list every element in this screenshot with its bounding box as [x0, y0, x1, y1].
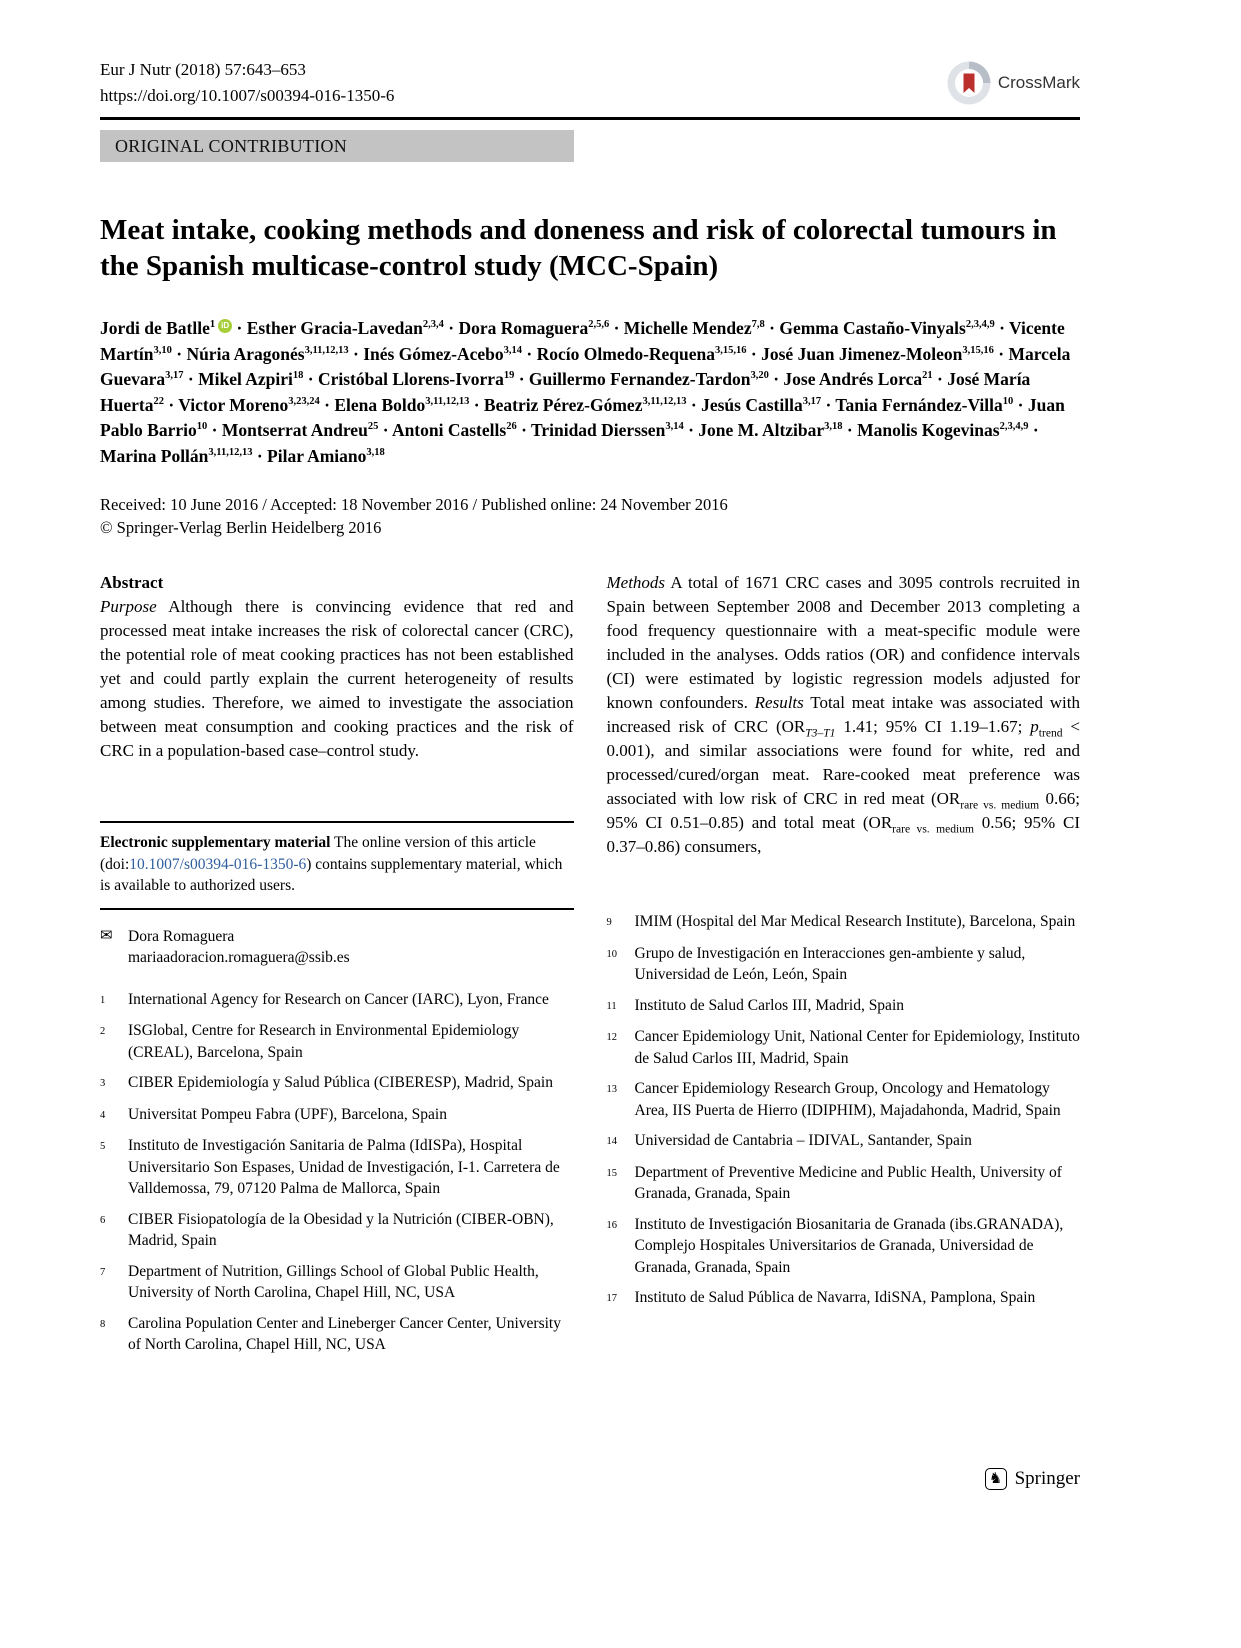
author-name: Dora Romaguera: [458, 318, 589, 338]
author-name: José Juan Jimenez-Moleon: [761, 343, 963, 364]
affiliation-number: 8: [100, 1318, 106, 1330]
affiliation-text: Cancer Epidemiology Research Group, Oncology and Hematology Area, IIS Puerta de Hierro (IDIPHIM), Majadahonda, Madrid, Spain: [634, 1080, 1061, 1119]
affiliation-number: 17: [606, 1293, 617, 1304]
author-affiliation-numbers: 2,5,6: [588, 319, 610, 331]
envelope-icon: ✉: [100, 927, 113, 944]
affiliation-text: Grupo de Investigación en Interacciones gen-ambiente y salud, Universidad de León, León, Spain: [634, 944, 1026, 983]
author-name: Tania Fernández-Villa: [835, 394, 1003, 415]
author-name: Marina Pollán: [100, 445, 209, 466]
author-name: Núria Aragonés: [186, 343, 305, 364]
author-separator: ·: [163, 394, 179, 415]
author-name: Gemma Castaño-Vinyals: [779, 318, 966, 338]
affiliation-item: [100, 1020, 574, 1063]
affiliation-text: Instituto de Salud Pública de Navarra, IdiSNA, Pamplona, Spain: [634, 1289, 1036, 1306]
supplementary-material-note: [100, 821, 574, 910]
left-column: [100, 571, 574, 1365]
text-segment: A total of 1671 CRC cases and 3095 controls recruited in Spain between September 2008 and December 2013 completing a food frequency questionnaire with a meat-specific module were included in the analyses. Odds ratios (OR) and confidence intervals (CI) were estimated by logistic regression models adjusted for known confounders.: [606, 573, 1080, 712]
affiliation-number: 6: [100, 1214, 106, 1226]
affiliation-number: 13: [606, 1084, 617, 1095]
author-affiliation-numbers: 3,23,24: [288, 395, 320, 407]
abstract-methods-results: [607, 571, 1081, 859]
affiliation-text: Instituto de Investigación Sanitaria de Palma (IdISPa), Hospital Universitario Son Espases, Unidad de Investigación, I-1. Carretera de Valldemossa, 79, 07120 Palma de Mallorca, Spain: [128, 1137, 560, 1197]
author-separator: ·: [522, 343, 537, 364]
author-affiliation-numbers: 3,15,16: [962, 344, 994, 356]
text-segment: Although there is convincing evidence that red and processed meat intake increases the risk of colorectal cancer (CRC), the potential role of meat cooking practices has not been established yet and could partly explain the current heterogeneity of results among studies. Therefore, we aimed to investigate the association between meat consumption and cooking practices and the risk of CRC in a population-based case–control study.: [100, 597, 574, 760]
text-segment: 0.66; 95% CI 0.51–0.85) and total meat (OR: [606, 789, 1080, 832]
affiliation-number: 1: [100, 994, 106, 1006]
affiliation-number: 11: [606, 1000, 617, 1012]
article-dates: [100, 493, 1080, 539]
author-separator: ·: [348, 343, 364, 364]
affiliation-item: [607, 1214, 1081, 1279]
affiliation-number: 9: [606, 917, 612, 928]
affiliation-number: 15: [606, 1167, 617, 1179]
text-segment: trend: [1038, 726, 1063, 740]
author-separator: ·: [516, 420, 531, 440]
author-name: Guillermo Fernandez-Tardon: [528, 369, 751, 389]
crossmark-icon: [947, 61, 991, 105]
author-separator: ·: [1028, 420, 1039, 440]
text-segment: ) contains supplementary material, which is available to authorized users.: [100, 855, 563, 894]
author-name: Marcela Guevara: [100, 343, 1071, 389]
text-segment: Electronic supplementary material: [100, 834, 331, 851]
correspondence-block: [100, 926, 574, 969]
author-name: Esther Gracia-Lavedan: [246, 318, 423, 338]
author-name: Jose Andrés Lorca: [783, 369, 923, 389]
author-separator: ·: [514, 369, 529, 389]
affiliation-item: [607, 943, 1081, 986]
affiliation-number: 4: [100, 1109, 106, 1121]
author-affiliation-numbers: 18: [292, 370, 304, 382]
inline-doi-link[interactable]: 10.1007/s00394-016-1350-6: [129, 855, 307, 873]
author-affiliation-numbers: 3,17: [165, 370, 184, 382]
affiliation-item: [607, 1287, 1081, 1310]
affiliation-text: Instituto de Salud Carlos III, Madrid, Spain: [634, 996, 904, 1014]
affiliation-item: [607, 1026, 1081, 1069]
author-affiliation-numbers: 3,11,12,13: [425, 395, 470, 407]
author-separator: ·: [319, 394, 335, 415]
author-separator: ·: [469, 394, 484, 415]
author-separator: ·: [609, 318, 624, 338]
author-affiliation-numbers: 26: [506, 421, 517, 433]
affiliation-text: ISGlobal, Centre for Research in Environmental Epidemiology (CREAL), Barcelona, Spain: [128, 1022, 520, 1061]
affiliation-item: [100, 1209, 574, 1252]
author-name: Montserrat Andreu: [221, 420, 368, 440]
author-name: Jordi de Batlle: [100, 318, 210, 338]
doi-link[interactable]: https://doi.org/10.1007/s00394-016-1350-6: [100, 86, 395, 105]
publisher-name: Springer: [1014, 1468, 1080, 1489]
author-affiliation-numbers: 3,18: [824, 421, 843, 433]
crossmark-label: CrossMark: [997, 72, 1080, 92]
text-segment: rare vs. medium: [892, 822, 974, 836]
affiliation-text: Universitat Pompeu Fabra (UPF), Barcelona, Spain: [128, 1105, 447, 1123]
affiliations-right: [607, 911, 1081, 1310]
author-list: [100, 316, 1080, 469]
affiliation-text: IMIM (Hospital del Mar Medical Research Institute), Barcelona, Spain: [634, 913, 1076, 930]
affiliation-text: Instituto de Investigación Biosanitaria de Granada (ibs.GRANADA), Complejo Hospitales Universitarios de Granada, Universidad de Granada, Granada, Spain: [634, 1215, 1064, 1276]
author-separator: ·: [746, 343, 762, 364]
author-separator: ·: [1013, 394, 1028, 415]
author-affiliation-numbers: 3,11,12,13: [304, 344, 349, 356]
affiliation-text: International Agency for Research on Cancer (IARC), Lyon, France: [128, 990, 549, 1008]
author-separator: ·: [303, 369, 318, 389]
affiliation-item: [100, 1261, 574, 1304]
author-affiliation-numbers: 2,3,4,9: [999, 421, 1029, 433]
publisher-logo: [985, 1468, 1080, 1490]
author-name: Elena Boldo: [334, 394, 426, 415]
author-separator: ·: [768, 369, 784, 389]
author-affiliation-numbers: 2,3,4: [422, 319, 444, 331]
corresponding-author-name: Dora Romaguera: [128, 927, 235, 945]
affiliation-number: 5: [100, 1141, 106, 1152]
text-segment: T3–T1: [805, 726, 836, 740]
author-affiliation-numbers: 3,18: [366, 446, 385, 458]
affiliation-item: [100, 1313, 574, 1356]
text-segment: rare vs. medium: [960, 798, 1040, 812]
correspondence-text: [128, 926, 350, 969]
author-affiliation-numbers: 3,17: [802, 395, 822, 407]
corresponding-author-email[interactable]: mariaadoracion.romaguera@ssib.es: [128, 949, 350, 966]
author-affiliation-numbers: 10: [196, 421, 208, 433]
author-affiliation-numbers: 1: [209, 319, 216, 331]
author-name: Juan Pablo Barrio: [100, 394, 1065, 440]
author-separator: ·: [993, 343, 1009, 364]
author-name: Manolis Kogevinas: [857, 420, 1000, 440]
text-segment: Purpose: [100, 597, 157, 616]
author-separator: ·: [171, 343, 187, 364]
author-name: Beatriz Pérez-Gómez: [483, 394, 643, 415]
author-name: Mikel Azpiri: [198, 369, 293, 389]
crossmark-badge[interactable]: [947, 61, 1080, 105]
author-name: José María Huerta: [100, 369, 1031, 415]
affiliation-item: [607, 995, 1081, 1018]
affiliation-item: [607, 911, 1081, 934]
author-name: Antoni Castells: [391, 420, 507, 440]
orcid-icon[interactable]: iD: [218, 319, 232, 333]
author-separator: ·: [443, 318, 459, 338]
author-separator: ·: [842, 420, 858, 440]
header-divider: [100, 117, 1080, 120]
author-affiliation-numbers: 19: [503, 370, 515, 382]
author-affiliation-numbers: 22: [153, 395, 164, 407]
author-affiliation-numbers: 3,10: [153, 344, 172, 356]
author-name: Cristóbal Llorens-Ivorra: [317, 369, 504, 389]
author-separator: ·: [378, 420, 392, 440]
author-separator: ·: [932, 369, 948, 389]
author-name: Pilar Amiano: [267, 445, 367, 466]
author-separator: ·: [821, 394, 836, 415]
right-column: [607, 571, 1081, 1365]
affiliation-number: 16: [606, 1219, 617, 1231]
affiliation-text: Department of Nutrition, Gillings School of Global Public Health, University of North Carolina, Chapel Hill, NC, USA: [128, 1262, 539, 1301]
affiliation-item: [100, 1135, 574, 1200]
affiliation-item: [100, 989, 574, 1012]
affiliation-text: Universidad de Cantabria – IDIVAL, Santander, Spain: [634, 1132, 972, 1149]
author-affiliation-numbers: 25: [367, 421, 379, 433]
journal-info: [100, 58, 394, 107]
text-segment: Results: [754, 693, 804, 712]
affiliation-text: Department of Preventive Medicine and Public Health, University of Granada, Granada, Spain: [634, 1163, 1062, 1202]
affiliation-text: CIBER Epidemiología y Salud Pública (CIBERESP), Madrid, Spain: [128, 1074, 553, 1091]
affiliation-number: 3: [100, 1078, 106, 1089]
author-name: Victor Moreno: [178, 394, 289, 415]
text-segment: < 0.001), and similar associations were found for white, red and processed/cured/organ meat. Rare-cooked meat preference was associated with low risk of CRC in red meat (OR: [606, 717, 1081, 808]
author-affiliation-numbers: 3,11,12,13: [208, 446, 253, 458]
affiliation-number: 12: [606, 1032, 617, 1043]
affiliation-text: CIBER Fisiopatología de la Obesidad y la Nutrición (CIBER-OBN), Madrid, Spain: [128, 1210, 554, 1249]
author-name: Jesús Castilla: [701, 394, 803, 415]
text-segment: p: [1030, 717, 1039, 736]
article-type-badge: ORIGINAL CONTRIBUTION: [100, 130, 574, 162]
affiliations-left: [100, 989, 574, 1356]
author-separator: ·: [232, 318, 247, 338]
affiliation-text: Cancer Epidemiology Unit, National Center for Epidemiology, Instituto de Salud Carlos III, Madrid, Spain: [634, 1028, 1080, 1067]
author-affiliation-numbers: 3,14: [665, 421, 684, 433]
author-separator: ·: [252, 445, 268, 466]
author-affiliation-numbers: 21: [922, 370, 933, 382]
received-line: Received: 10 June 2016 / Accepted: 18 November 2016 / Published online: 24 November 2016: [100, 495, 728, 514]
text-segment: Methods: [606, 573, 666, 592]
author-name: Inés Gómez-Acebo: [363, 343, 504, 364]
affiliation-item: [100, 1072, 574, 1095]
abstract-heading: Abstract: [100, 573, 164, 592]
author-affiliation-numbers: 2,3,4,9: [965, 319, 995, 331]
author-affiliation-numbers: 3,11,12,13: [642, 395, 687, 407]
page-header: [100, 58, 1080, 107]
author-name: Trinidad Dierssen: [530, 420, 666, 440]
author-separator: ·: [183, 369, 199, 389]
author-affiliation-numbers: 3,14: [503, 344, 523, 356]
author-separator: ·: [207, 420, 222, 440]
copyright-line: © Springer-Verlag Berlin Heidelberg 2016: [100, 518, 382, 537]
text-segment: The online version of this article (doi:: [100, 834, 536, 873]
affiliation-number: 14: [606, 1136, 617, 1147]
author-separator: ·: [764, 318, 780, 338]
affiliation-item: [607, 1130, 1081, 1153]
author-affiliation-numbers: 10: [1002, 395, 1014, 407]
two-column-body: [100, 571, 1080, 1365]
author-name: Jone M. Altzibar: [698, 420, 825, 440]
text-segment: 1.41; 95% CI 1.19–1.67;: [835, 717, 1031, 736]
author-name: Vicente Martín: [100, 318, 1065, 364]
author-name: Michelle Mendez: [623, 318, 752, 338]
abstract-purpose: [100, 595, 574, 763]
affiliation-item: [607, 1078, 1081, 1121]
author-separator: ·: [994, 318, 1009, 338]
author-name: Rocío Olmedo-Requena: [536, 343, 716, 364]
affiliation-number: 7: [100, 1266, 106, 1278]
affiliation-number: 2: [100, 1026, 106, 1037]
affiliation-number: 10: [606, 948, 617, 960]
article-title: Meat intake, cooking methods and doneness and risk of colorectal tumours in the Spanish multicase-control study (MCC-Spain): [100, 214, 1057, 282]
author-affiliation-numbers: 3,20: [750, 370, 769, 382]
author-affiliation-numbers: 3,15,16: [715, 344, 747, 356]
springer-knight-icon: ♞: [985, 1468, 1007, 1490]
affiliation-item: [607, 1162, 1081, 1205]
journal-citation: Eur J Nutr (2018) 57:643–653: [100, 60, 306, 79]
author-separator: ·: [686, 394, 702, 415]
author-separator: ·: [683, 420, 699, 440]
author-affiliation-numbers: 7,8: [751, 319, 765, 331]
affiliation-text: Carolina Population Center and Lineberger Cancer Center, University of North Carolina, Chapel Hill, NC, USA: [128, 1314, 561, 1353]
text-segment: Total meat intake was associated with increased risk of CRC (OR: [606, 693, 1080, 736]
affiliation-item: [100, 1104, 574, 1127]
text-segment: 0.56; 95% CI 0.37–0.86) consumers,: [606, 813, 1081, 856]
